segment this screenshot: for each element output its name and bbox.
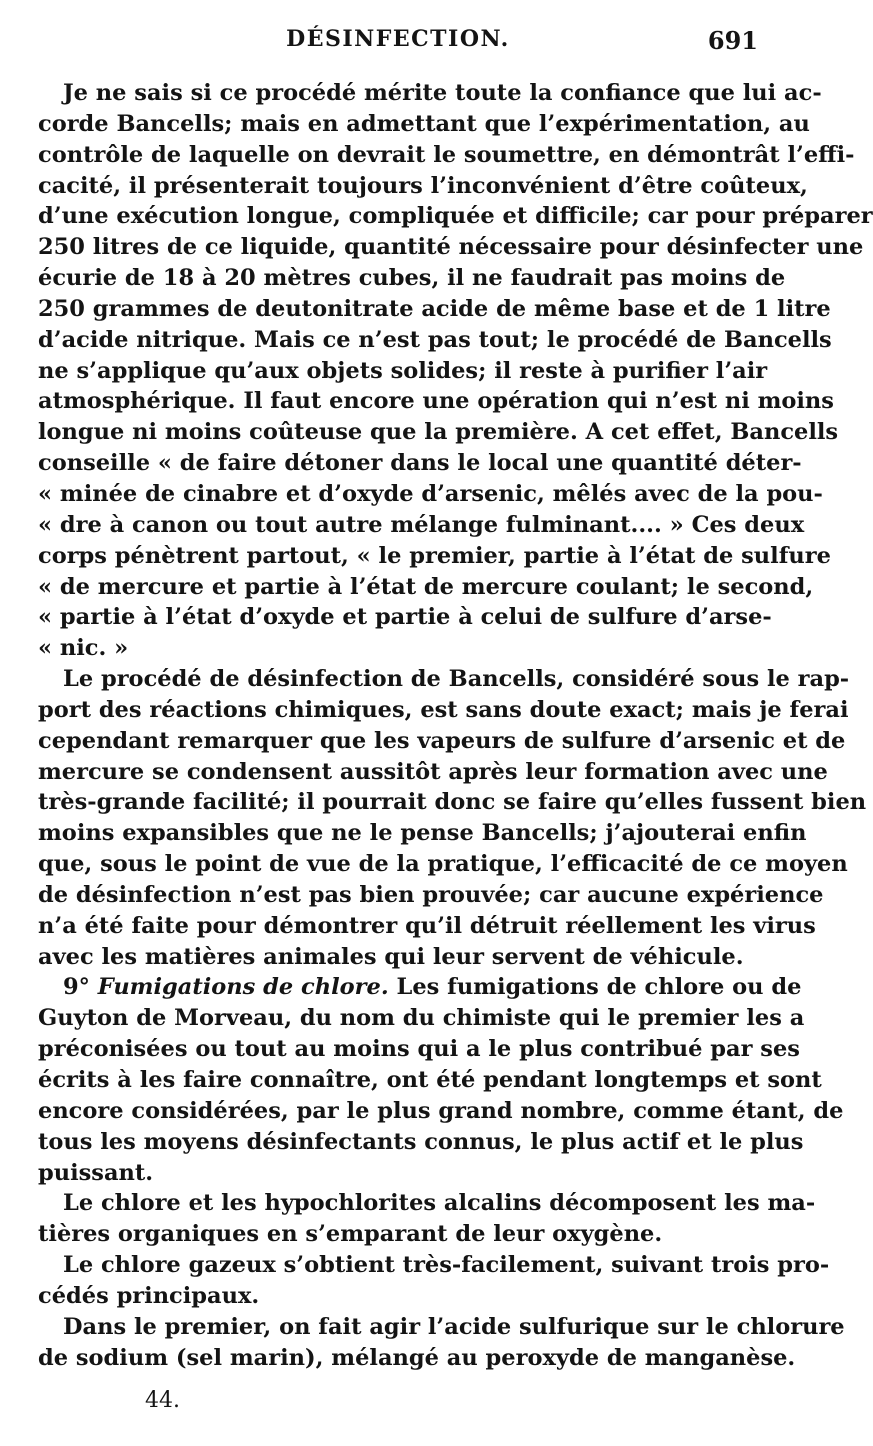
text-line: Le chlore et les hypochlorites alcalins décomposent les ma- [63,1190,816,1217]
text-line: tous les moyens désinfectants connus, le plus actif et le plus [38,1128,804,1155]
text-line: « minée de cinabre et d’oxyde d’arsenic, mêlés avec de la pou- [38,480,823,507]
text-line: atmosphérique. Il faut encore une opération qui n’est ni moins [38,388,834,415]
line-text: 9° [63,974,98,1001]
text-line: avec les matières animales qui leur servent de véhicule. [38,943,744,970]
text-line: conseille « de faire détoner dans le local une quantité déter- [38,450,802,477]
text-line: préconisées ou tout au moins qui a le plus contribué par ses [38,1036,800,1063]
text-line: tières organiques en s’emparant de leur oxygène. [38,1221,663,1248]
line-text-continued: Les fumigations de chlore ou de [388,974,802,1001]
text-line: Dans le premier, on fait agir l’acide sulfurique sur le chlorure [63,1313,845,1340]
signature-mark: 44. [145,1388,180,1413]
text-line: 250 litres de ce liquide, quantité nécessaire pour désinfecter une [38,234,864,261]
text-line: encore considérées, par le plus grand nombre, comme étant, de [38,1097,844,1124]
text-line: écrits à les faire connaître, ont été pendant longtemps et sont [38,1067,822,1093]
text-line: moins expansibles que ne le pense Bancells; j’ajouterai enfin [38,820,807,847]
text-line: corde Bancells; mais en admettant que l’expérimentation, au [38,110,810,137]
text-line: « de mercure et partie à l’état de mercure coulant; le second, [38,573,814,600]
text-line: longue ni moins coûteuse que la première. A cet effet, Bancells [38,419,839,446]
text-line: cacité, il présenterait toujours l’inconvénient d’être coûteux, [38,172,808,199]
text-line: Le procédé de désinfection de Bancells, considéré sous le rap- [63,666,850,693]
text-line: port des réactions chimiques, est sans doute exact; mais je ferai [38,696,849,723]
text-line: très-grande facilité; il pourrait donc se faire qu’elles fussent bien [38,789,867,816]
text-line: Je ne sais si ce procédé mérite toute la confiance que lui ac- [63,80,822,106]
page-number: 691 [707,26,758,55]
running-header [38,26,758,66]
text-line: puissant. [38,1159,154,1186]
text-line: corps pénètrent partout, « le premier, partie à l’état de sulfure [38,542,831,569]
text-line: « partie à l’état d’oxyde et partie à celui de sulfure d’arse- [38,604,772,631]
text-line: Le chlore gazeux s’obtient très-facilement, suivant trois pro- [63,1252,830,1279]
text-line: d’une exécution longue, compliquée et difficile; car pour préparer [38,203,873,230]
text-line: 250 grammes de deutonitrate acide de même base et de 1 litre [38,295,831,322]
text-line: ne s’applique qu’aux objets solides; il reste à purifier l’air [38,357,768,384]
text-line: de sodium (sel marin), mélangé au peroxyde de manganèse. [38,1344,796,1371]
text-line: d’acide nitrique. Mais ce n’est pas tout; le procédé de Bancells [38,326,832,353]
text-line: cédés principaux. [38,1282,260,1309]
text-line: cependant remarquer que les vapeurs de sulfure d’arsenic et de [38,727,846,754]
text-line: « nic. » [38,635,129,662]
text-line: mercure se condensent aussitôt après leur formation avec une [38,758,828,785]
text-line: écurie de 18 à 20 mètres cubes, il ne faudrait pas moins de [38,265,786,292]
text-line: que, sous le point de vue de la pratique, l’efficacité de ce moyen [38,851,848,878]
text-line: « dre à canon ou tout autre mélange fulminant.... » Ces deux [38,511,805,538]
text-line: de désinfection n’est pas bien prouvée; car aucune expérience [38,881,824,908]
body-text [38,78,873,1373]
text-line: contrôle de laquelle on devrait le soumettre, en démontrât l’effi- [38,141,855,168]
section-heading-italic: Fumigations de chlore. [97,974,389,1001]
running-title: DÉSINFECTION. [286,26,510,52]
text-line: Guyton de Morveau, du nom du chimiste qui le premier les a [38,1005,805,1032]
text-line [38,972,802,1003]
text-line: n’a été faite pour démontrer qu’il détruit réellement les virus [38,912,816,939]
